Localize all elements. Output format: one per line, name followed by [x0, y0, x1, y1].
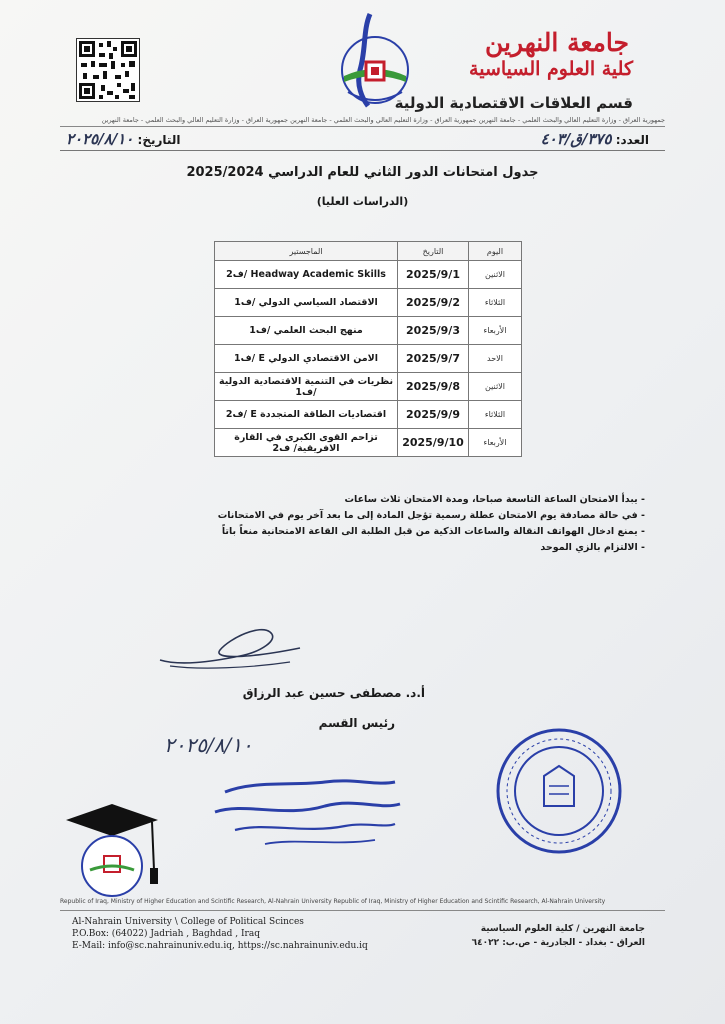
row-subject: الامن الاقتصادي الدولي E /ف1 [215, 345, 398, 373]
table-row [215, 373, 522, 401]
official-stamp [494, 726, 624, 860]
document-subtitle: (الدراسات العليا) [316, 195, 409, 208]
date-label: التاريخ: [137, 133, 181, 147]
footer-ar-line2: العراق - بغداد - الجادرية - ص.ب: ٦٤٠٢٢ [471, 938, 645, 948]
reference-number [541, 130, 649, 148]
note-item: - الالتزام بالزي الموحد [540, 542, 645, 553]
row-day: الأربعاء [469, 429, 522, 457]
table-row [215, 261, 522, 289]
graduation-cap-logo [62, 800, 162, 908]
row-subject: الاقتصاد السياسي الدولي /ف1 [215, 289, 398, 317]
row-subject: منهج البحث العلمي /ف1 [215, 317, 398, 345]
qr-code [76, 38, 140, 102]
row-date: 2025/9/10 [398, 429, 469, 457]
college-name: كلية العلوم السياسية [469, 58, 633, 80]
note-item: - يبدأ الامتحان الساعة التاسعة صباحا، ومدة الامتحان ثلاث ساعات [344, 494, 645, 505]
row-day: الاحد [469, 345, 522, 373]
table-row [215, 429, 522, 457]
name-seal-stamp [205, 772, 405, 856]
signer-name: أ.د. مصطفى حسين عبد الرزاق [242, 686, 425, 700]
footer-ar-line1: جامعة النهرين / كلية العلوم السياسية [480, 924, 645, 934]
row-date: 2025/9/3 [398, 317, 469, 345]
footer-en-line3: E-Mail: info@sc.nahrainuniv.edu.iq, https://sc.nahrainuniv.edu.iq [72, 941, 368, 951]
header-level: الماجستير [215, 242, 398, 261]
footer-en-line1: Al-Nahrain University \ College of Political Scinces [72, 917, 304, 927]
table-row [215, 345, 522, 373]
header-day: اليوم [469, 242, 522, 261]
document-title: جدول امتحانات الدور الثاني للعام الدراسي 2025/2024 [186, 165, 539, 180]
university-name: جامعة النهرين [484, 28, 629, 57]
row-day: الاثنين [469, 261, 522, 289]
row-day: الثلاثاء [469, 289, 522, 317]
footer-english-address [72, 916, 368, 952]
number-value: ٣٧٥/ق/٤٠٣ [540, 130, 612, 148]
signer-role: رئيس القسم [318, 716, 395, 730]
row-date: 2025/9/7 [398, 345, 469, 373]
header-divider [60, 150, 665, 151]
row-date: 2025/9/9 [398, 401, 469, 429]
footer-arabic-address [472, 922, 645, 950]
row-date: 2025/9/2 [398, 289, 469, 317]
row-day: الأربعاء [469, 317, 522, 345]
number-label: العدد: [615, 133, 649, 147]
row-subject: Headway Academic Skills /ف2 [215, 261, 398, 289]
row-day: الاثنين [469, 373, 522, 401]
table-row [215, 289, 522, 317]
footer-divider [60, 910, 665, 911]
footer-en-line2: P.O.Box: (64022) Jadriah , Baghdad , Iraq [72, 929, 260, 939]
reference-date [66, 130, 180, 148]
row-subject: اقتصاديات الطاقة المتجددة E /ف2 [215, 401, 398, 429]
row-subject: نظريات في التنمية الاقتصادية الدولية /ف1 [215, 373, 398, 401]
date-value: ٢٠٢٥/٨/١٠ [66, 130, 134, 148]
table-header-row [215, 242, 522, 261]
table-row [215, 401, 522, 429]
note-item: - في حالة مصادفة يوم الامتحان عطلة رسمية تؤجل المادة إلى ما بعد آخر يوم في الامتحانات [217, 510, 645, 521]
footer-ribbon: Republic of Iraq, Ministry of Higher Education and Scintific Research, Al-Nahrain University Republic of Iraq, Ministry of Higher Education and Scintific Research, Al-Nahrain University [60, 898, 606, 905]
header-date: التاريخ [398, 242, 469, 261]
row-day: الثلاثاء [469, 401, 522, 429]
row-subject: تزاحم القوى الكبرى في القارة الافريقية/ ف2 [215, 429, 398, 457]
header-ribbon: جمهورية العراق - وزارة التعليم العالي والبحث العلمي - جامعة النهرين جمهورية العراق - وزارة التعليم العالي والبحث العلمي - جامعة النهرين جمهورية العراق - وزارة التعليم العالي والبحث العلمي - جامعة النهرين [60, 116, 665, 127]
row-date: 2025/9/8 [398, 373, 469, 401]
row-date: 2025/9/1 [398, 261, 469, 289]
exam-schedule-table [214, 241, 522, 457]
handwritten-signature [150, 618, 310, 682]
signature-date: ٢٠٢٥/٨/١٠ [164, 733, 253, 757]
note-item: - يمنع ادخال الهواتف النقالة والساعات الذكية من قبل الطلبة الى القاعة الامتحانية منعاً باتاً [221, 526, 645, 537]
exam-notes [218, 494, 645, 558]
table-row [215, 317, 522, 345]
department-name: قسم العلاقات الاقتصادية الدولية [394, 94, 633, 112]
